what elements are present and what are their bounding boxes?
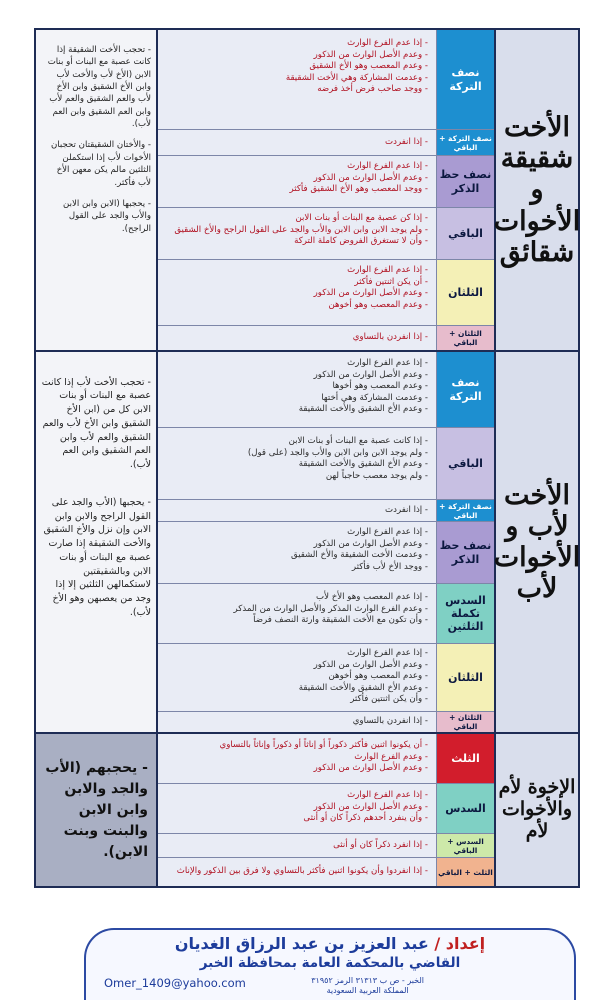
share-label: الثلثان	[436, 260, 494, 325]
share-row	[158, 428, 494, 500]
share-conditions: - إذا عدم الفرع الوارث - وعدم الأصل الوارث من الذكور - وعدم المعصب وهو أخوها - وعدمت المشاركة وهي أختها - وعدم الأخ الشقيق والأخت الشقيقة	[298, 358, 428, 415]
blocking-note: - يحجبهم (الأب والجد والابن وابن الابن والبنت وبنت الابن).	[36, 734, 158, 886]
section-maternal-siblings	[36, 734, 578, 886]
share-conditions: - إذا عدم الفرع الوارث - أن يكن اثنتين فأكثر - وعدم الأصل الوارث من الذكور - وعدم المعصب وهو أخوهن	[313, 265, 428, 310]
author-banner	[84, 928, 576, 1000]
inheritance-table	[34, 28, 580, 888]
share-conditions: - إذا انفردت	[385, 137, 428, 147]
share-conditions: - إذا انفردن بالتساوي	[352, 716, 428, 726]
share-row	[158, 834, 494, 858]
share-label: الباقي	[436, 428, 494, 499]
blocking-note: - تحجب الأخت الشقيقة إذا كانت عصبة مع البنات أو بنات الابن (الأخ لأب والأخت لأب وابن الأخ الشقيق وابن الأخ لأب والعم الشقيق والعم لأب وابن العم الشقيق وابن العم لأب). - والأختان الشقيقتان تحجبان الأخوات لأب إذا استكملن الثلثين مالم يكن معهن الأخ لأب فأكثر. - يحجبها (الابن وابن الابن والأب والجد على القول الراجح).	[36, 30, 158, 350]
share-row	[158, 500, 494, 522]
share-row	[158, 712, 494, 732]
share-label: السدس + الباقي	[436, 834, 494, 857]
share-label: نصف التركة	[436, 352, 494, 427]
share-label: نصف التركة	[436, 30, 494, 129]
share-conditions: - إذا عدم المعصب وهو الأخ لأب - وعدم الفرع الوارث المذكر والأصل الوارث من المذكر - وأن تكون مع الأخت الشقيقة وارثة النصف فرضاً	[233, 592, 428, 626]
blocking-note: - تحجب الأخت لأب إذا كانت عصبة مع البنات أو بنات الابن كل من (ابن الأخ الشقيق وابن الأخ لأب والعم الشقيق والعم لأب وابن العم الشقيق وابن العم لأب). - يحجبها (الأب والجد على القول الراجح والابن وابن الابن وإن نزل والأخ الشقيق والأخت الشقيقة إذا صارت عصبة مع البنات أو بنات الابن وبالشقيقتين لاستكمالهن الثلثين إلا إذا وجد من يعصبهن وهو الأخ لأب).	[36, 352, 158, 732]
share-row	[158, 522, 494, 584]
share-conditions: - إذا انفرد ذكراً كان أو أنثى	[333, 840, 428, 850]
share-label: الثلثان + الباقي	[436, 326, 494, 350]
section-full-sisters	[36, 30, 581, 352]
share-label: نصف حظ الذكر	[436, 156, 494, 207]
share-row	[158, 784, 494, 834]
author-email[interactable]: Omer_1409@yahoo.com	[104, 976, 246, 990]
section-header: الإخوة لأم والأخوات لأم	[494, 734, 578, 886]
author-line: إعداد / عبد العزيز بن عبد الرزاق الغديان	[174, 934, 486, 953]
share-conditions: - أن يكونوا اثنين فأكثر ذكوراً أو إناثاً أو ذكوراً وإناثاً بالتساوي - وعدم الفرع الوارث - وعدم الأصل الوارث من الذكور	[219, 740, 428, 774]
section-header: الأخت لأب و الأخوات لأب	[494, 352, 578, 732]
share-conditions: - إذا عدم الفرع الوارث - وعدم الأصل الوارث من الذكور - ووجد المعصب وهو الأخ الشقيق فأكثر	[289, 161, 428, 195]
author-position: القاضي بالمحكمة العامة بمحافظة الخبر	[199, 955, 461, 971]
share-row	[158, 156, 494, 208]
author-address: الخبر - ص ب ٣١٣١٣ الرمز ٣١٩٥٢ المملكة العربية السعودية	[311, 976, 424, 995]
share-conditions: - إذا انفردت	[385, 505, 428, 515]
share-label: السدس تكملة الثلثين	[436, 584, 494, 643]
section-paternal-sisters	[36, 352, 581, 734]
share-conditions: - إذا انفردوا وأن يكونوا اثنين فأكثر بالتساوي ولا فرق بين الذكور والإناث	[176, 866, 428, 876]
share-row	[158, 208, 494, 260]
share-label: الثلث	[436, 734, 494, 783]
share-label: نصف التركة + الباقي	[436, 130, 494, 155]
share-row	[158, 326, 494, 350]
share-conditions: - إذا عدم الفرع الوارث - وعدم الأصل الوارث من الذكور - وعدم المعصب وهو أخوهن - وعدم الأخ الشقيق والأخت الشقيقة - وأن يكن اثنتين فأكثر	[298, 648, 428, 705]
share-row	[158, 734, 494, 784]
share-conditions: - إذا عدم الفرع الوارث - وعدم الأصل الوارث من الذكور - وأن ينفرد أحدهم ذكراً كان أو أنثى	[303, 790, 428, 824]
share-conditions: - إذا عدم الفرع الوارث - وعدم الأصل الوارث من الذكور - وعدم المعصب وهو الأخ الشقيق - وعدمت المشاركة وهي الأخت الشقيقة - ووجد صاحب فرض أخذ فرضه	[285, 38, 428, 95]
share-conditions: - إذا انفردن بالتساوي	[352, 332, 428, 342]
share-conditions: - إذا كن عصبة مع البنات أو بنات الابن - ولم يوجد الابن وابن الابن والأب والجد على القول الراجح والأخ الشقيق - وأن لا تستغرق الفروض كاملة التركة	[174, 213, 428, 247]
share-label: الثلث + الباقي	[436, 858, 494, 886]
share-label: نصف حظ الذكر	[436, 522, 494, 583]
share-label: الباقي	[436, 208, 494, 259]
share-row	[158, 130, 494, 156]
share-row	[158, 858, 494, 886]
share-row	[158, 30, 494, 130]
share-row	[158, 260, 494, 326]
share-label: الثلثان + الباقي	[436, 712, 494, 732]
share-label: نصف التركة + الباقي	[436, 500, 494, 521]
share-row	[158, 352, 494, 428]
share-conditions: - إذا كانت عصبة مع البنات أو بنات الابن - ولم يوجد الابن وابن الابن والأب والجد (على قول) - وعدم الأخ الشقيق والأخت الشقيقة - ولم يوجد معصب حاجباً لهن	[247, 436, 428, 481]
share-label: السدس	[436, 784, 494, 833]
section-header: الأخت شقيقة و الأخوات شقائق	[494, 30, 578, 350]
share-conditions: - إذا عدم الفرع الوارث - وعدم الأصل الوارث من الذكور - وعدمت الأخت الشقيقة والأخ الشقيق - ووجد الأخ لأب فأكثر	[291, 527, 428, 572]
share-label: الثلثان	[436, 644, 494, 711]
share-row	[158, 644, 494, 712]
share-row	[158, 584, 494, 644]
